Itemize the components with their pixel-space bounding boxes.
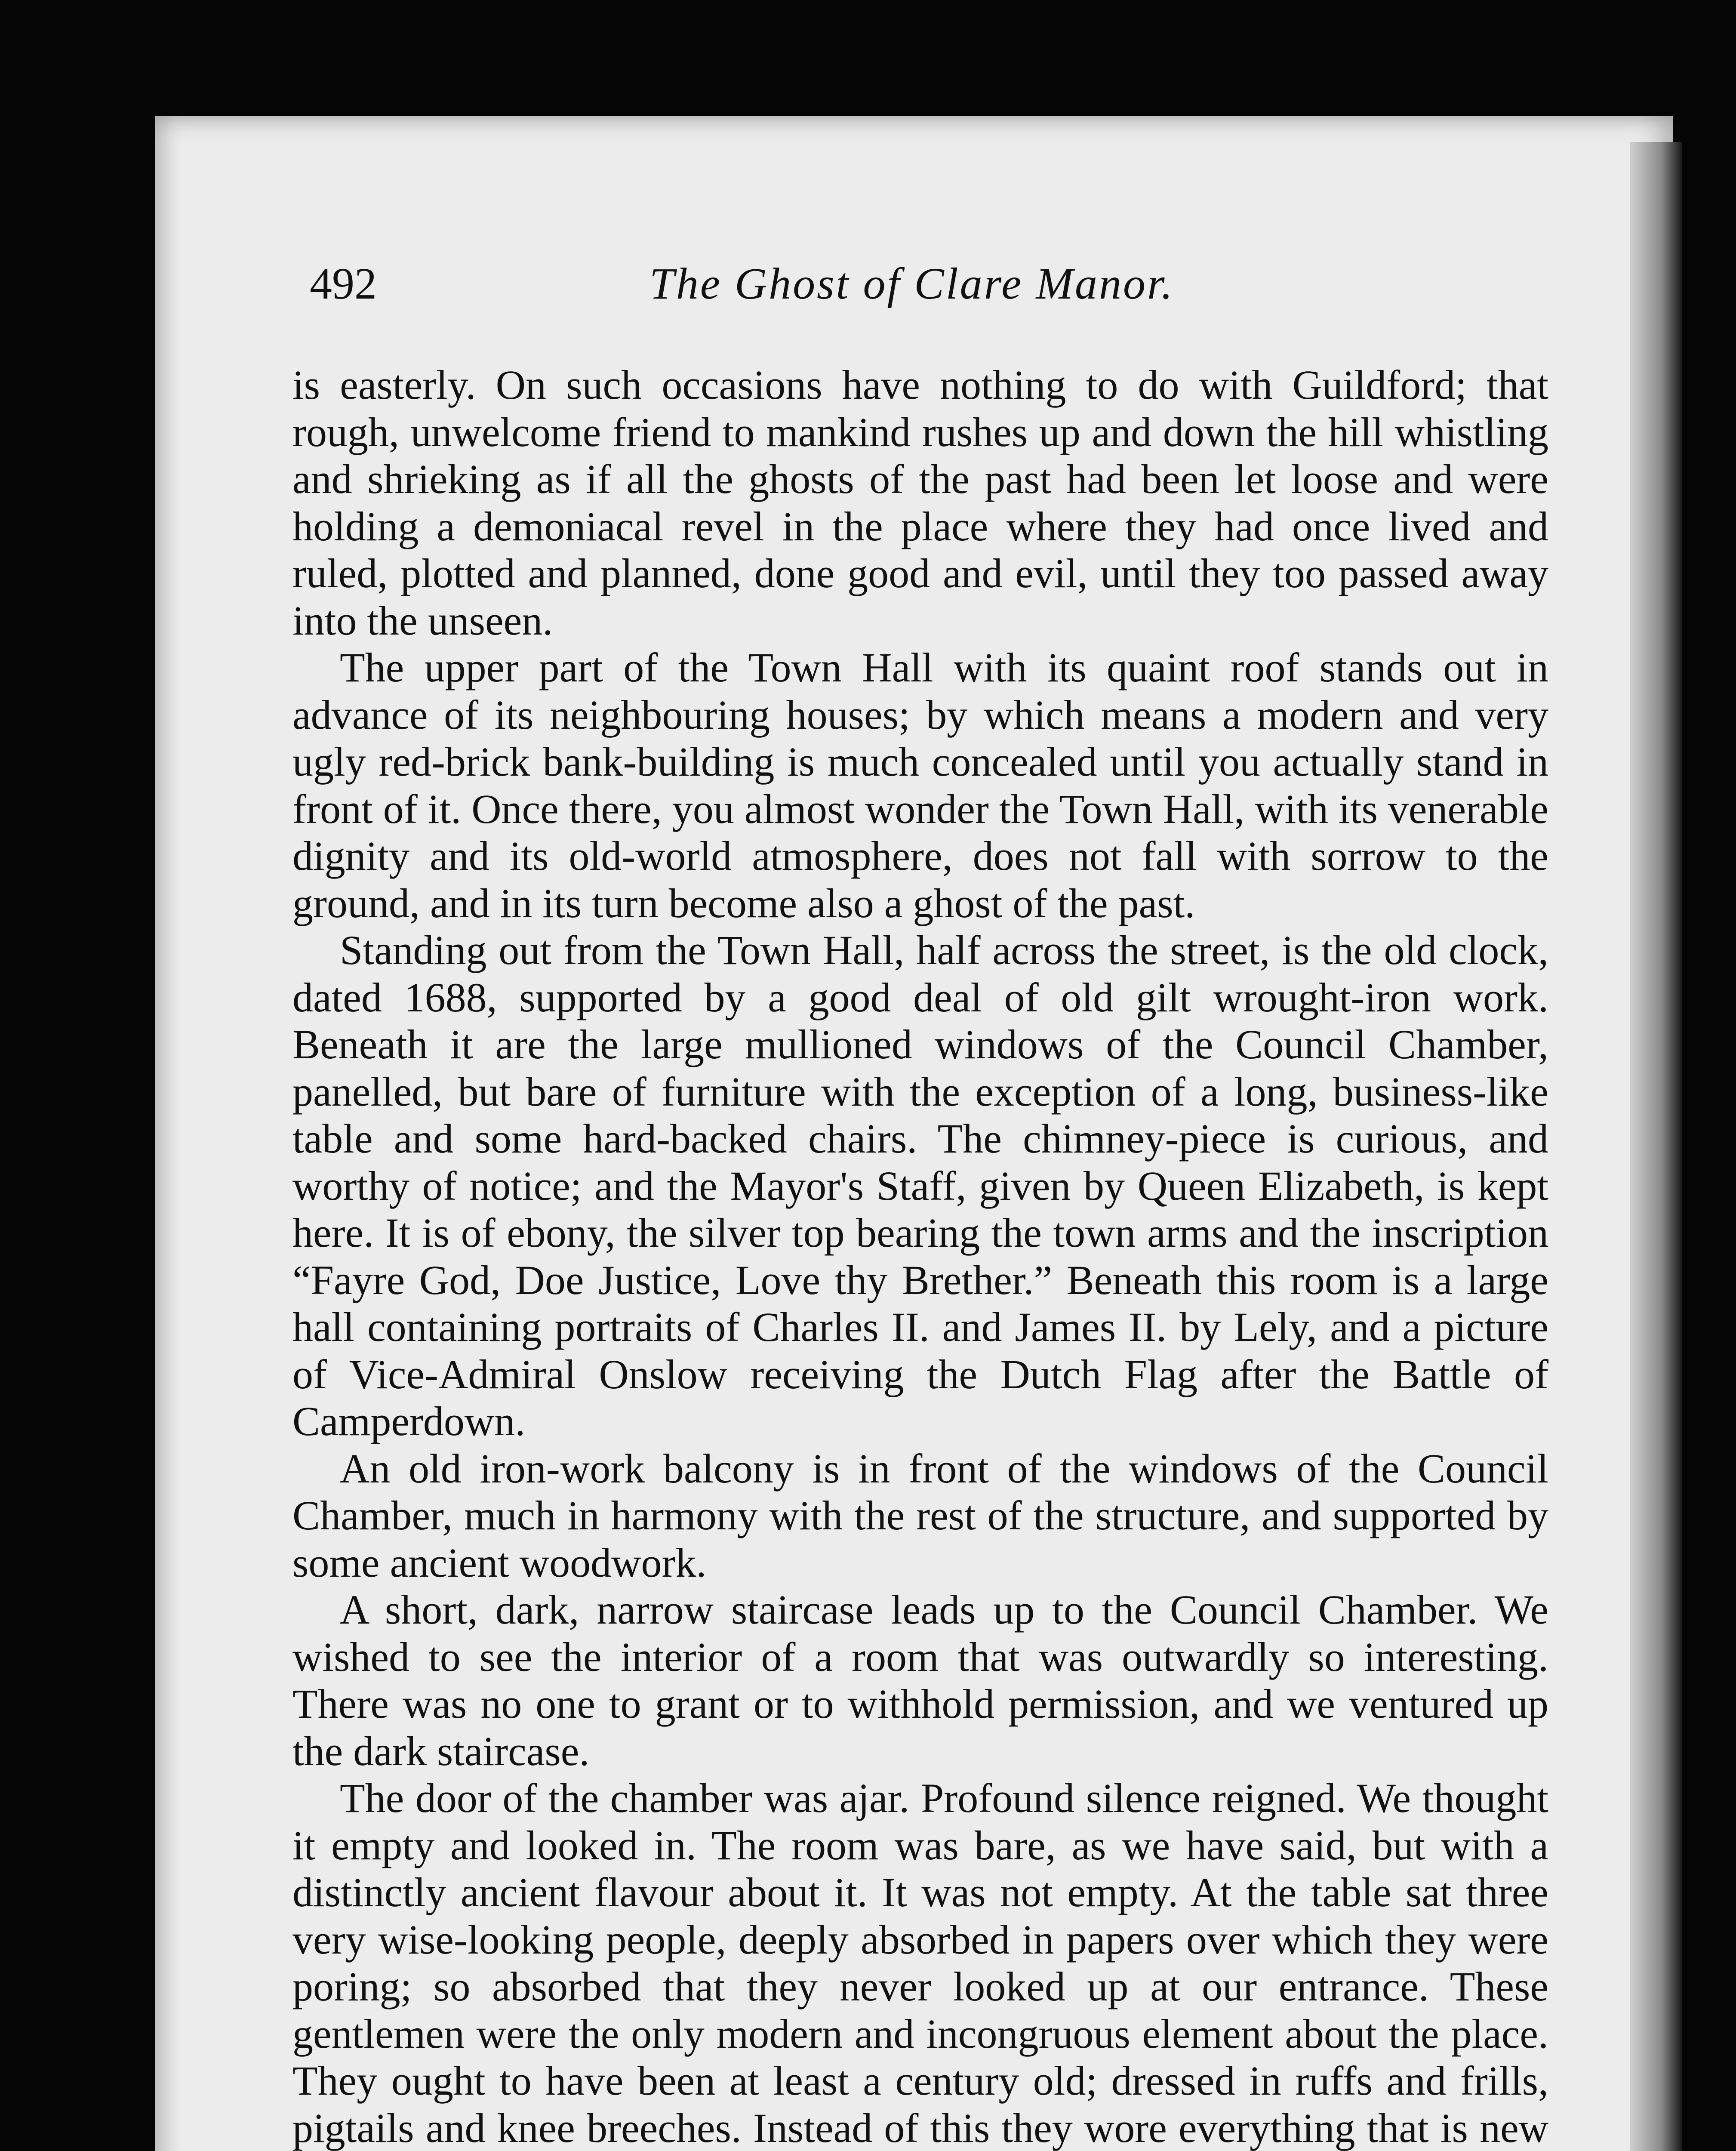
running-title: The Ghost of Clare Manor. — [649, 259, 1174, 308]
paragraph: The door of the chamber was ajar. Profound silence reigned. We thought it empty and looked in. The room was bare, as we have said, but with a distinctly ancient flavour about it. It was not empty. At the table sat three very wise-looking people, deeply absorbed in papers over which they were poring; so absorbed that they never looked up at our entrance. These gentlemen were the only modern and incongruous element about the place. They ought to have been at least a century old; dressed in ruffs and frills, pigtails and knee breeches. Instead of this they wore everything that is new — [292, 1775, 1548, 2151]
page-number: 492 — [310, 259, 377, 308]
paragraph: An old iron-work balcony is in front of the windows of the Council Chamber, much in harmony with the rest of the structure, and supported by some ancient woodwork. — [292, 1445, 1548, 1586]
paragraph: A short, dark, narrow staircase leads up to the Council Chamber. We wished to see the interior of a room that was outwardly so interesting. There was no one to grant or to withhold permission, and we ventured up the dark staircase. — [292, 1587, 1548, 1774]
body-text — [292, 361, 1548, 2151]
paragraph: Standing out from the Town Hall, half across the street, is the old clock, dated 1688, supported by a good deal of old gilt wrought-iron work. Beneath it are the large mullioned windows of the Council Chamber, panelled, but bare of furniture with the exception of a long, business-like table and some hard-backed chairs. The chimney-piece is curious, and worthy of notice; and the Mayor's Staff, given by Queen Elizabeth, is kept here. It is of ebony, the silver top bearing the town arms and the inscription “Fayre God, Doe Justice, Love thy Brether.” Beneath this room is a large hall containing portraits of Charles II. and James II. by Lely, and a picture of Vice-Admiral Onslow receiving the Dutch Flag after the Battle of Camperdown. — [292, 927, 1548, 1444]
page-header — [310, 258, 1536, 336]
page-edge-shadow — [1630, 142, 1682, 2151]
paragraph: is easterly. On such occasions have nothing to do with Guildford; that rough, unwelcome friend to mankind rushes up and down the hill whistling and shrieking as if all the ghosts of the past had been let loose and were holding a demoniacal revel in the place where they had once lived and ruled, plotted and planned, done good and evil, until they too passed away into the unseen. — [292, 362, 1548, 644]
paragraph: The upper part of the Town Hall with its quaint roof stands out in advance of its neighbouring houses; by which means a modern and very ugly red-brick bank-building is much concealed until you actually stand in front of it. Once there, you almost wonder the Town Hall, with its venerable dignity and its old-world atmosphere, does not fall with sorrow to the ground, and in its turn become also a ghost of the past. — [292, 644, 1548, 926]
